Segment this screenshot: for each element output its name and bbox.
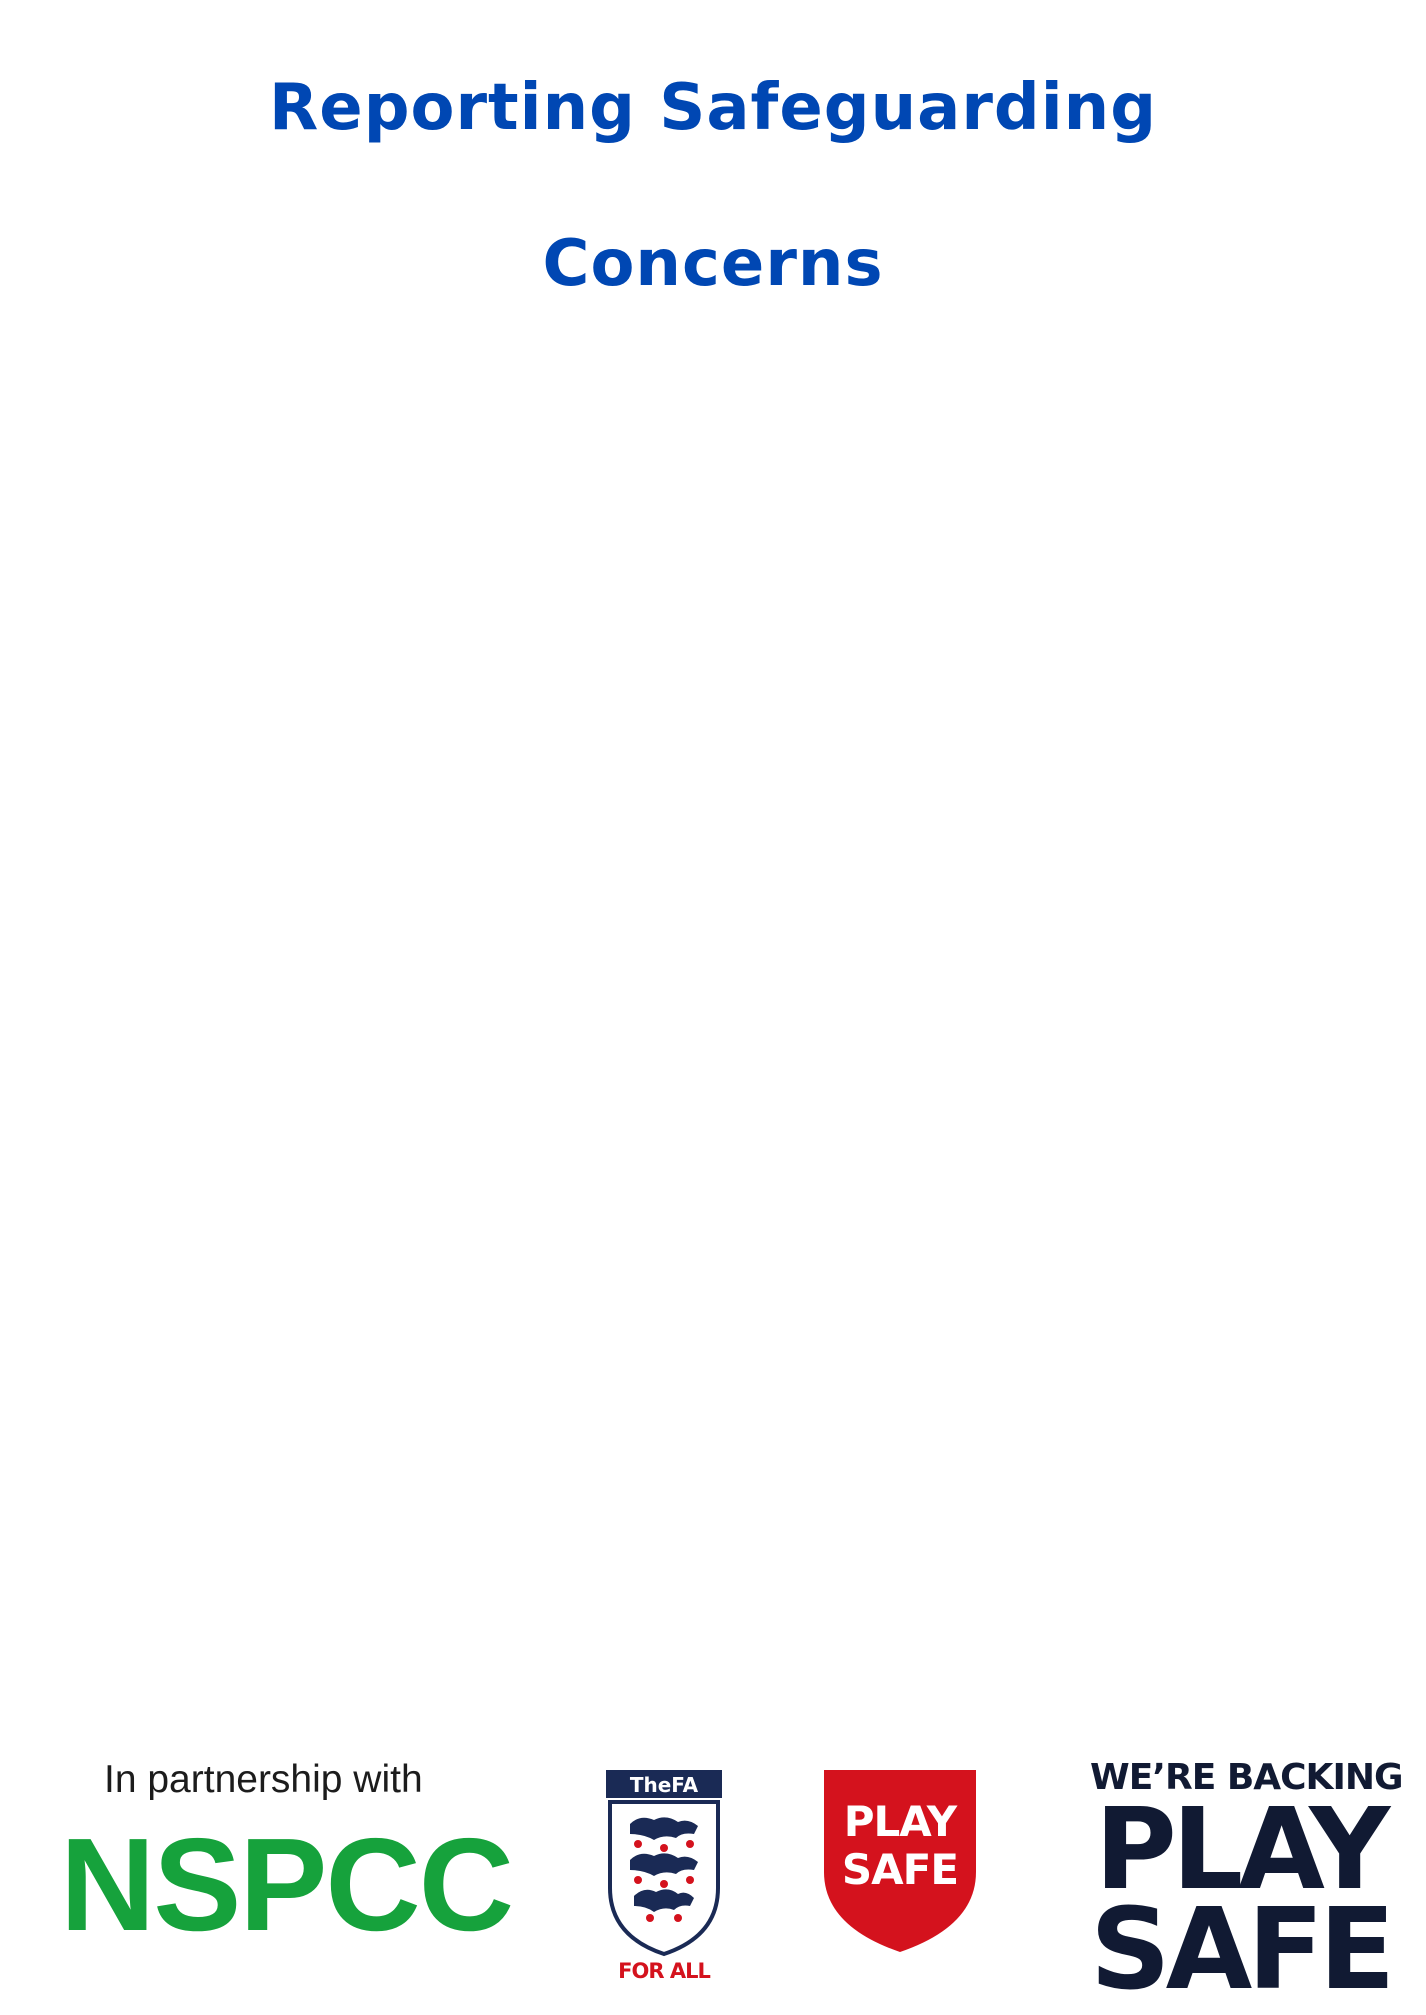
contact-dso-details	[0, 998, 1426, 1048]
fa-crest-bottom-text: FOR ALL	[618, 1959, 710, 1983]
contact-deputy-senior-lead-details	[0, 1604, 1426, 1654]
contact-deputy-senior-lead-role	[0, 1504, 1426, 1554]
intro-line-1	[0, 388, 1426, 438]
fa-crest-top-text: TheFA	[629, 1773, 699, 1797]
intro-line-3	[0, 488, 1426, 538]
backing-line-1: WE’RE BACKING	[1090, 1757, 1403, 1798]
contact-dso-name	[0, 948, 1426, 998]
intro-line-2	[0, 438, 1426, 488]
backing-line-3: SAFE	[1090, 1885, 1391, 2015]
contact-deputy-dso-details	[0, 1200, 1426, 1250]
report-duty-warning	[0, 591, 1426, 641]
contact-deputy-dso-name	[0, 1150, 1426, 1200]
report-to-county	[0, 797, 1426, 847]
contact-senior-lead-details	[0, 1402, 1426, 1452]
contact-deputy-senior-lead-name	[0, 1554, 1426, 1604]
play-safe-shield-logo	[820, 1766, 980, 1956]
contact-senior-lead-name	[0, 1352, 1426, 1402]
contact-senior-lead-role	[0, 1302, 1426, 1352]
backing-line-2: PLAY	[1094, 1785, 1386, 1915]
report-to-club	[0, 696, 1426, 746]
fa-lions-icon	[630, 1817, 698, 1912]
page-title-line-1: Reporting Safeguarding	[269, 71, 1157, 145]
play-safe-shield-line-2: SAFE	[841, 1845, 959, 1894]
nspcc-logo: NSPCC	[60, 1811, 513, 1958]
partnership-label: In partnership with	[104, 1758, 423, 1801]
backing-play-safe-logo	[1090, 1756, 1403, 2015]
contact-dso-role	[0, 898, 1426, 948]
play-safe-shield-line-1: PLAY	[843, 1797, 957, 1846]
contact-deputy-dso-role	[0, 1100, 1426, 1150]
page-title-line-2: Concerns	[542, 227, 884, 301]
fa-crest-logo	[604, 1768, 724, 1984]
